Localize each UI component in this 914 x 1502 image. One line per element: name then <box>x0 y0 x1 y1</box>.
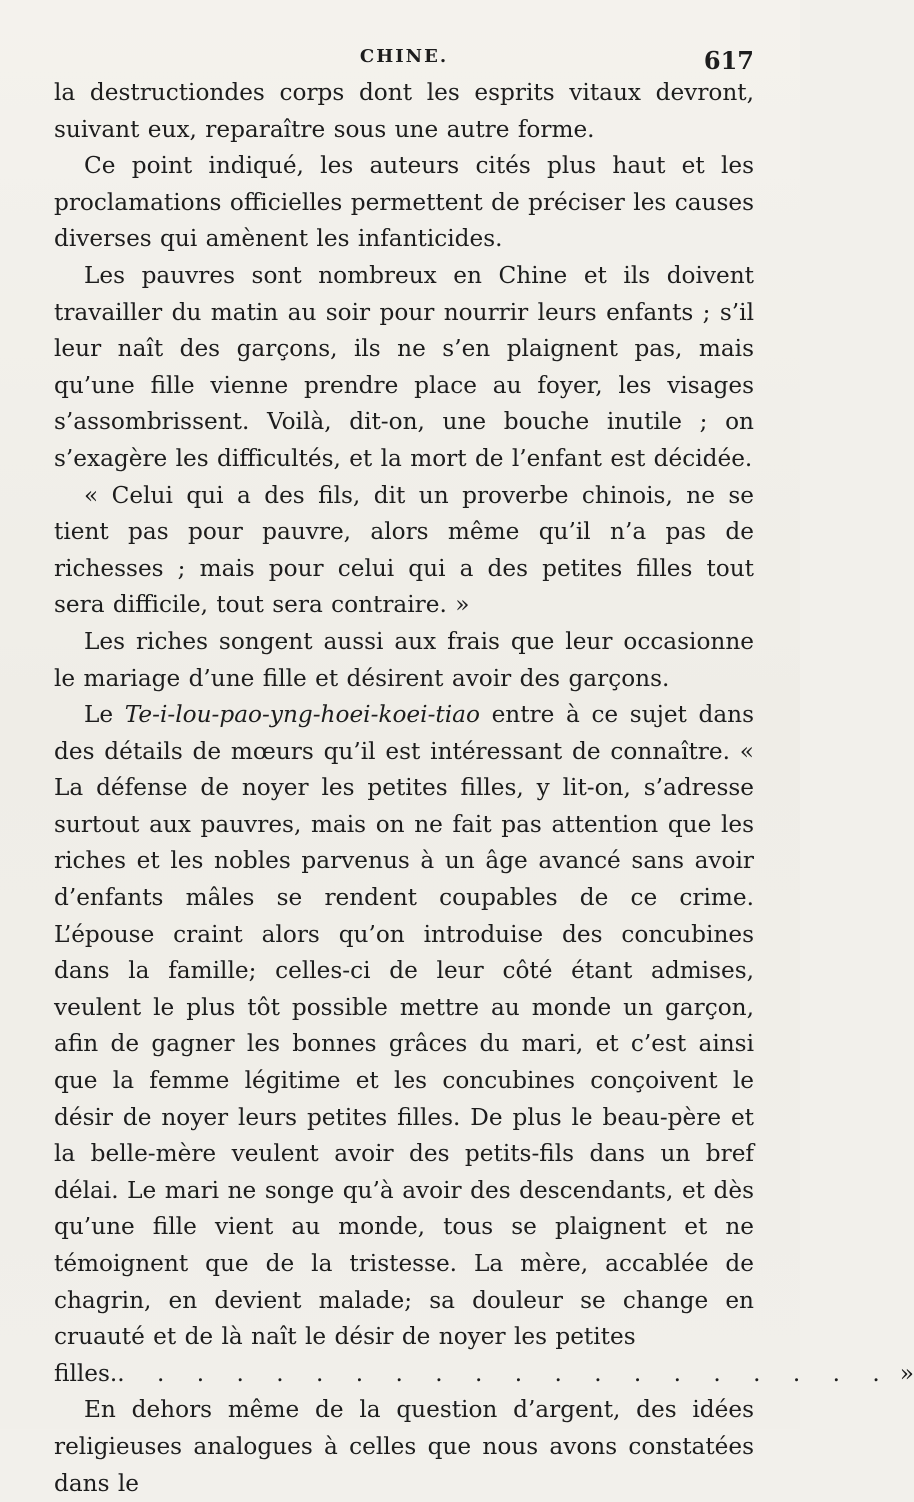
paragraph-6-body: entre à ce sujet dans des détails de mœurs qu’il est intéressant de connaître. « La défense de noyer les petites filles, y lit-on, s’adresse surtout aux pauvres, mais on ne fait pas attention que les riches et les nobles parvenus à un âge avancé sans avoir d’enfants mâles se rendent coupables de ce crime. L’épouse craint alors qu’on introduise des concubines dans la famille; celles-ci de leur côté étant admises, veulent le plus tôt possible mettre au monde un garçon, afin de gagner les bonnes grâces du mari, et c’est ainsi que la femme légitime et les concubines conçoivent le désir de noyer leurs petites filles. De plus le beau-père et la belle-mère veulent avoir des petits-fils dans un bref délai. Le mari ne songe qu’à avoir des descendants, et dès qu’une fille vient au monde, tous se plaignent et ne témoignent que de la tristesse. La mère, accablée de chagrin, en devient malade; sa douleur se change en cruauté et de là naît le désir de noyer les petites <box>54 701 754 1351</box>
closing-quote: » <box>899 1359 914 1387</box>
paragraph-6-last-line <box>54 1356 914 1393</box>
paragraph-7: En dehors même de la question d’argent, des idées religieuses analogues à celles que nous avons constatées dans le <box>54 1396 754 1497</box>
paragraph-4: « Celui qui a des fils, dit un proverbe chinois, ne se tient pas pour pauvre, alors même qu’il n’a pas de richesses ; mais pour celui qui a des petites filles tout sera difficile, tout sera contraire. » <box>54 481 754 619</box>
paragraph-5: Les riches songent aussi aux frais que leur occasionne le mariage d’une fille et désirent avoir des garçons. <box>54 627 754 692</box>
paragraph-6-last-word: filles. <box>54 1359 118 1387</box>
running-title: CHINE. <box>359 46 449 67</box>
page-number: 617 <box>703 46 754 75</box>
running-header <box>54 46 754 76</box>
body-text <box>54 75 914 1502</box>
paragraph-2: Ce point indiqué, les auteurs cités plus haut et les proclamations officielles permettent de préciser les causes diverses qui amènent les infanticides. <box>54 152 754 253</box>
work-title: Te-i-lou-pao-yng-hoei-koei-tiao <box>124 701 480 729</box>
paragraph-3: Les pauvres sont nombreux en Chine et ils doivent travailler du matin au soir pour nourrir leurs enfants ; s’il leur naît des garçons, ils ne s’en plaignent pas, mais qu’une fille vienne prendre place au foyer, les visages s’assombrissent. Voilà, dit-on, une bouche inutile ; on s’exagère les difficultés, et la mort de l’enfant est décidée. <box>54 261 754 472</box>
leader-dots: . . . . . . . . . . . . . . . . . . . . <box>117 1359 892 1387</box>
paragraph-1: la destructiondes corps dont les esprits vitaux devront, suivant eux, reparaître sous une autre forme. <box>54 79 754 143</box>
paragraph-6 <box>54 697 754 1356</box>
paragraph-6-start: Le <box>84 701 114 729</box>
